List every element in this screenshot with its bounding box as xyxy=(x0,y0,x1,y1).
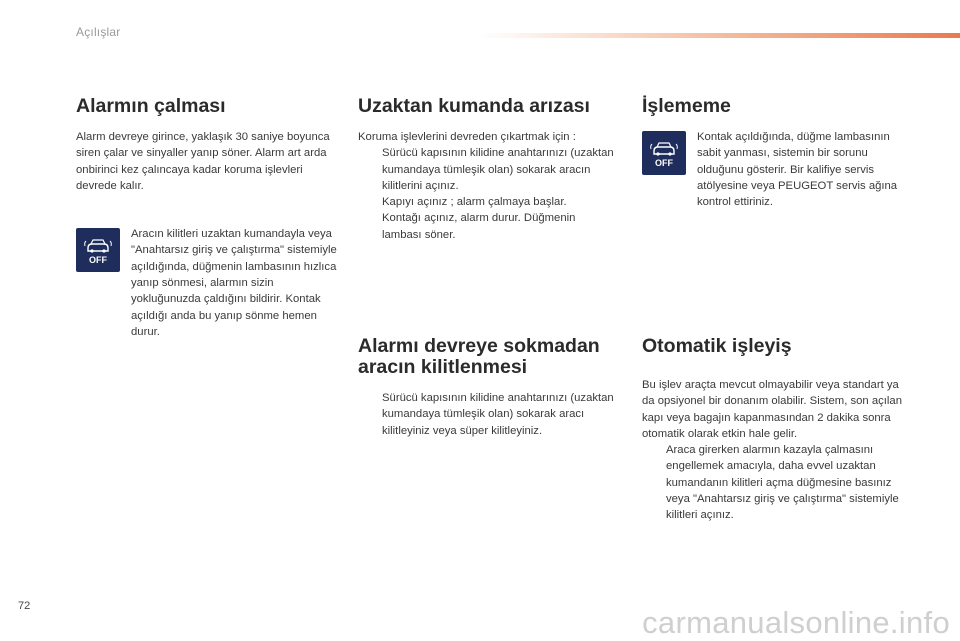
heading-remote-failure: Uzaktan kumanda arızası xyxy=(358,95,590,117)
heading-lock-without-alarm: Alarmı devreye sokmadan aracın kilitlenmesi xyxy=(358,335,600,378)
remote-failure-bullets xyxy=(358,145,618,243)
alarm-off-icon xyxy=(642,131,686,175)
list-item: Sürücü kapısının kilidine anahtarınızı (uzaktan kumandaya tümleşik olan) sokarak aracı kilitleyiniz veya süper kilitleyiniz. xyxy=(382,392,614,437)
list-item: Kontağı açınız, alarm durur. Düğmenin lambası söner. xyxy=(382,212,576,241)
column-malfunction xyxy=(642,96,904,210)
list-item: Kapıyı açınız ; alarm çalmaya başlar. xyxy=(382,196,567,209)
heading-automatic-operation: Otomatik işleyiş xyxy=(642,335,792,357)
remote-failure-intro: Koruma işlevlerini devreden çıkartmak için : xyxy=(358,131,576,143)
column-automatic-operation xyxy=(642,336,904,524)
heading-malfunction: İşlememe xyxy=(642,95,731,117)
alarm-off-icon xyxy=(76,228,120,272)
list-item: Sürücü kapısının kilidine anahtarınızı (uzaktan kumandaya tümleşik olan) sokarak aracın kilitlerini açınız. xyxy=(382,147,614,192)
malfunction-text: Kontak açıldığında, düğme lambasının sabit yanması, sistemin bir sorunu olduğunu gösterir. Bir kalifiye servis atölyesine veya PEUGEOT servis ağına kontrol ettiriniz. xyxy=(697,131,898,209)
list-item: Araca girerken alarmın kazayla çalmasını engellemek amacıyla, daha evvel uzaktan kumandanın kilitleri açma düğmesine basınız veya "Anahtarsız giriş ve çalıştırma" sistemiyle kilitleri açınız. xyxy=(666,444,899,522)
page-number: 72 xyxy=(18,600,31,612)
automatic-operation-intro: Bu işlev araçta mevcut olmayabilir veya standart ya da opsiyonel bir donanım olabilir. Sistem, son açılan kapı veya bagajın kapanmasından 2 dakika sonra otomatik olarak etkin hale gelir. xyxy=(642,379,902,440)
watermark: carmanualsonline.info xyxy=(642,605,950,640)
alarm-triggering-icon-text: Aracın kilitleri uzaktan kumandayla veya "Anahtarsız giriş ve çalıştırma" sistemiyle açıldığında, düğmenin lambasının hızlıca yanıp sönmesi, alarmın sizin yokluğunuzda çaldığını bildirir. Kontak açıldığı anda bu yanıp sönme hemen durur. xyxy=(131,228,337,338)
automatic-operation-bullets xyxy=(642,442,904,523)
header-accent-bar xyxy=(480,33,960,38)
section-title: Açılışlar xyxy=(76,25,121,39)
alarm-off-icon-label: OFF xyxy=(655,158,673,168)
lock-without-alarm-bullets xyxy=(358,390,618,439)
column-alarm-triggering xyxy=(76,96,338,340)
alarm-triggering-intro: Alarm devreye girince, yaklaşık 30 saniye boyunca siren çalar ve sinyaller yanıp söner. Alarm art arda onbirinci kez çalıncaya kadar koruma işlevleri devrede kalır. xyxy=(76,131,330,192)
malfunction-icon-row xyxy=(642,129,904,210)
column-lock-without-alarm xyxy=(358,336,618,439)
alarm-off-icon-label: OFF xyxy=(89,255,107,266)
heading-alarm-triggering: Alarmın çalması xyxy=(76,95,226,117)
alarm-triggering-icon-row xyxy=(76,226,338,340)
column-remote-failure xyxy=(358,96,618,243)
